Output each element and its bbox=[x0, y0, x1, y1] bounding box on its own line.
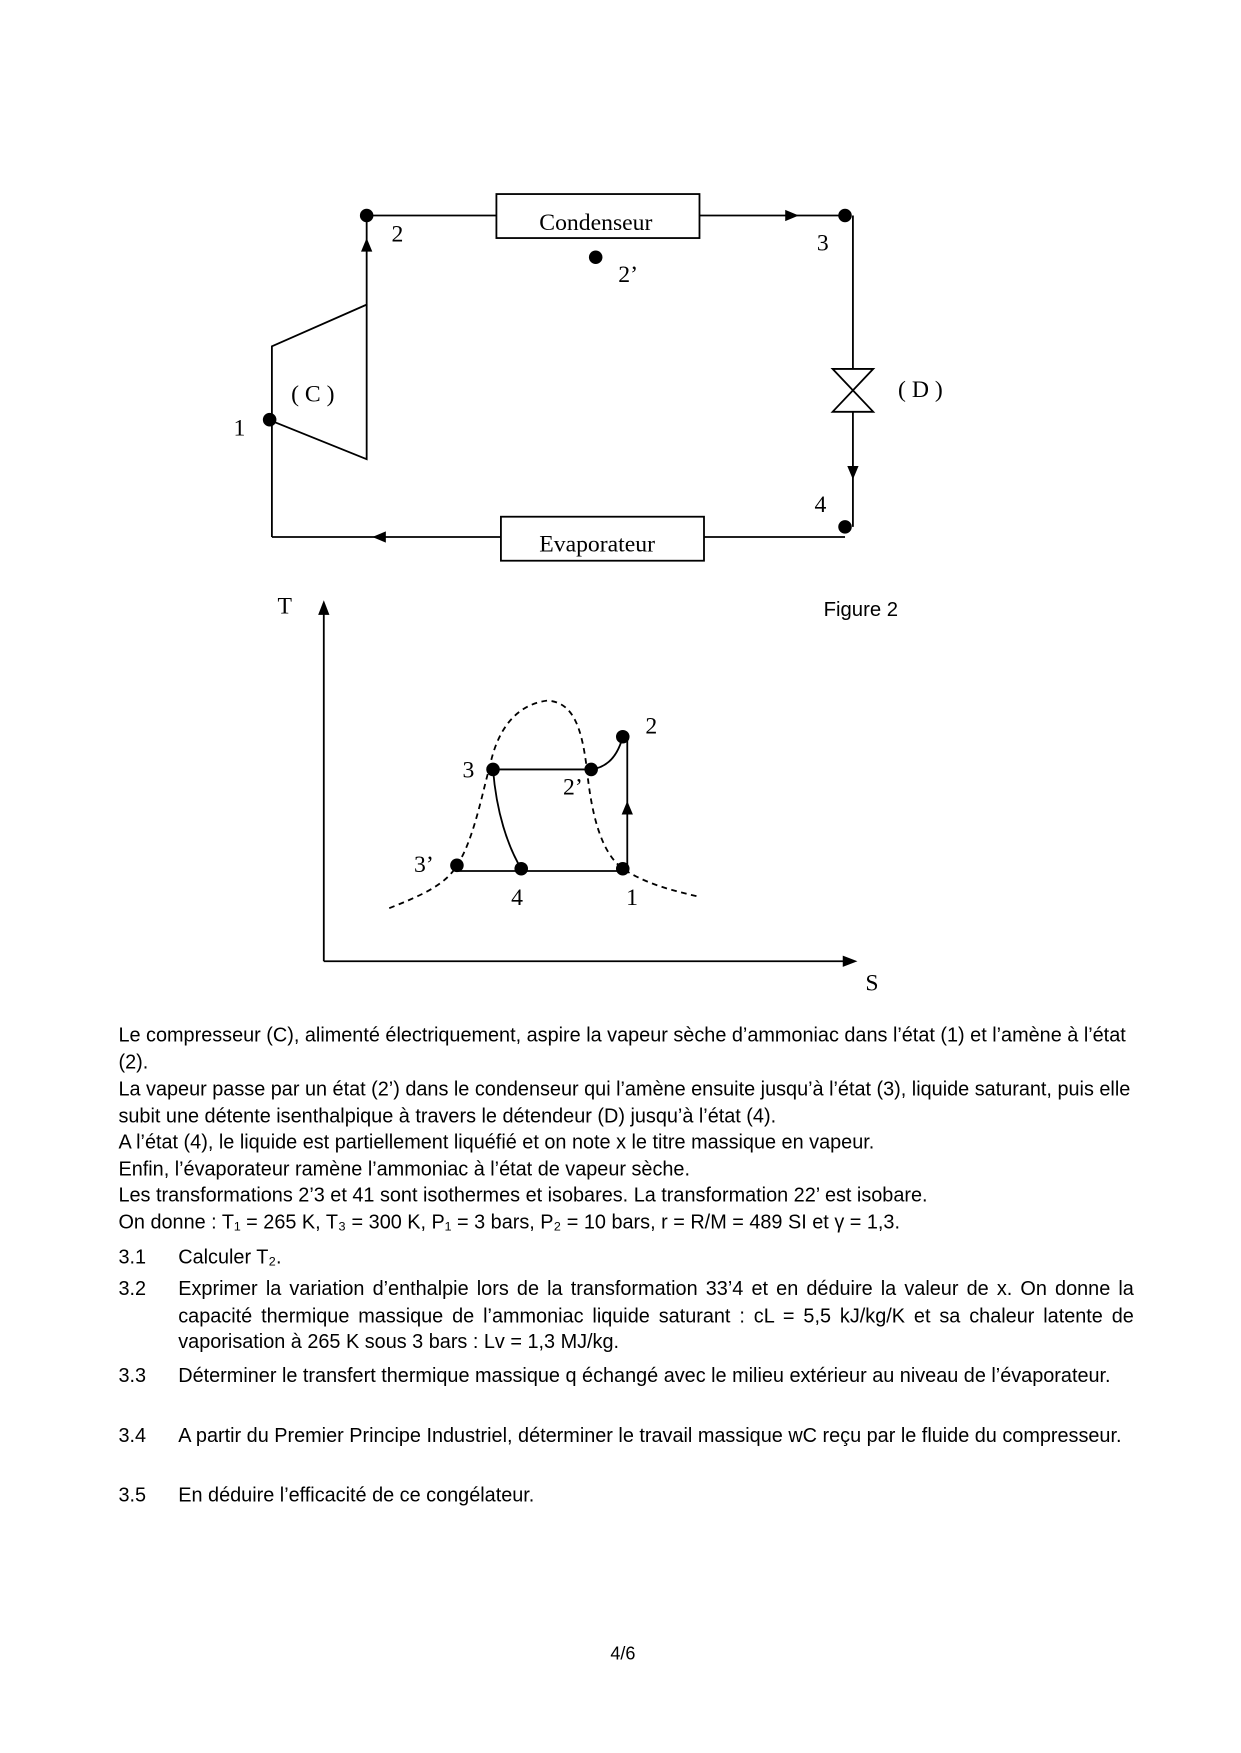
paragraph: Le compresseur (C), alimenté électriquement, aspire la vapeur sèche d’ammoniac dans l’état (1) et l’amène à l’état (2). bbox=[118, 1023, 1126, 1073]
ts-label-1: 1 bbox=[626, 884, 638, 911]
node-label-1: 1 bbox=[233, 415, 246, 442]
node-label-3: 3 bbox=[816, 230, 829, 257]
paragraph: Enfin, l’évaporateur ramène l’ammoniac à l’état de vapeur sèche. bbox=[118, 1157, 691, 1181]
question-text: Calculer T₂. bbox=[178, 1245, 282, 1269]
question-3-2 bbox=[118, 1276, 1133, 1356]
node-3 bbox=[838, 209, 852, 223]
question-3-5 bbox=[118, 1482, 1133, 1509]
arrow-left-icon bbox=[372, 531, 386, 542]
curve-2prime-2 bbox=[591, 737, 623, 770]
s-axis-label: S bbox=[865, 970, 879, 997]
node-label-2: 2 bbox=[391, 221, 404, 248]
condenser-label: Condenseur bbox=[539, 210, 653, 237]
paragraph: A l’état (4), le liquide est partiellement liquéfié et on note x le titre massique en vapeur. bbox=[118, 1130, 875, 1154]
question-3-1 bbox=[118, 1244, 1133, 1271]
node-2prime bbox=[589, 250, 603, 264]
compressor-label: ( C ) bbox=[291, 381, 335, 408]
question-text: Exprimer la variation d’enthalpie lors de la transformation 33’4 et en déduire la valeur de x. On donne la capacité thermique massique de l’ammoniac liquide saturant : cL = 5,5 kJ/kg/K et sa chaleur latente de vaporisation à 265 K sous 3 bars : Lv = 1,3 MJ/kg. bbox=[178, 1277, 1134, 1353]
curve-3-4 bbox=[493, 769, 521, 868]
arrow-right-icon bbox=[785, 210, 799, 221]
node-4 bbox=[838, 520, 852, 534]
ts-label-3: 3 bbox=[462, 757, 475, 784]
ts-point-4 bbox=[514, 862, 528, 876]
paragraph: On donne : T₁ = 265 K, T₃ = 300 K, P₁ = 3 bars, P₂ = 10 bars, r = R/M = 489 SI et γ = 1,3. bbox=[118, 1210, 900, 1234]
ts-point-3 bbox=[486, 763, 500, 777]
question-number: 3.5 bbox=[118, 1483, 147, 1507]
question-text: A partir du Premier Principe Industriel, déterminer le travail massique wC reçu par le fluide du compresseur. bbox=[178, 1423, 1122, 1447]
paragraph: La vapeur passe par un état (2’) dans le condenseur qui l’amène ensuite jusqu’à l’état (3), liquide saturant, puis elle subit une détente isenthalpique à travers le détendeur (D) jusqu’à l’état (4). bbox=[118, 1077, 1131, 1127]
node-label-4: 4 bbox=[814, 492, 827, 519]
question-3-4 bbox=[118, 1423, 1133, 1450]
arrow-up-icon bbox=[622, 801, 633, 815]
ts-diagram bbox=[324, 609, 849, 961]
ts-label-2: 2 bbox=[645, 713, 658, 740]
question-text: Déterminer le transfert thermique massique q échangé avec le milieu extérieur au niveau de l’évaporateur. bbox=[178, 1363, 1111, 1387]
page-number: 4/6 bbox=[610, 1644, 636, 1665]
question-number: 3.4 bbox=[118, 1423, 147, 1447]
expander-label: ( D ) bbox=[898, 377, 943, 404]
question-text: En déduire l’efficacité de ce congélateur. bbox=[178, 1483, 535, 1507]
arrow-down-icon bbox=[847, 466, 858, 480]
ts-label-4: 4 bbox=[511, 884, 523, 911]
question-number: 3.2 bbox=[118, 1277, 147, 1300]
ts-label-2prime: 2’ bbox=[562, 774, 583, 801]
t-axis-arrow-icon bbox=[318, 600, 329, 615]
ts-point-3prime bbox=[450, 859, 464, 873]
figure-caption: Figure 2 bbox=[823, 597, 899, 621]
t-axis-label: T bbox=[277, 593, 293, 620]
evaporator-label: Evaporateur bbox=[539, 531, 656, 558]
ts-point-2 bbox=[616, 730, 630, 744]
question-number: 3.1 bbox=[118, 1245, 147, 1269]
ts-point-1 bbox=[616, 862, 630, 876]
question-3-3 bbox=[118, 1363, 1133, 1390]
arrow-up-icon bbox=[361, 238, 372, 252]
ts-label-3prime: 3’ bbox=[414, 852, 434, 879]
paragraph: Les transformations 2’3 et 41 sont isothermes et isobares. La transformation 22’ est isobare. bbox=[118, 1183, 928, 1207]
s-axis-arrow-icon bbox=[843, 956, 858, 967]
node-2 bbox=[360, 209, 374, 223]
expansion-valve-icon bbox=[833, 369, 874, 412]
node-label-2prime: 2’ bbox=[618, 262, 638, 289]
node-1 bbox=[263, 413, 277, 427]
question-number: 3.3 bbox=[118, 1363, 147, 1387]
ts-point-2prime bbox=[584, 763, 598, 777]
